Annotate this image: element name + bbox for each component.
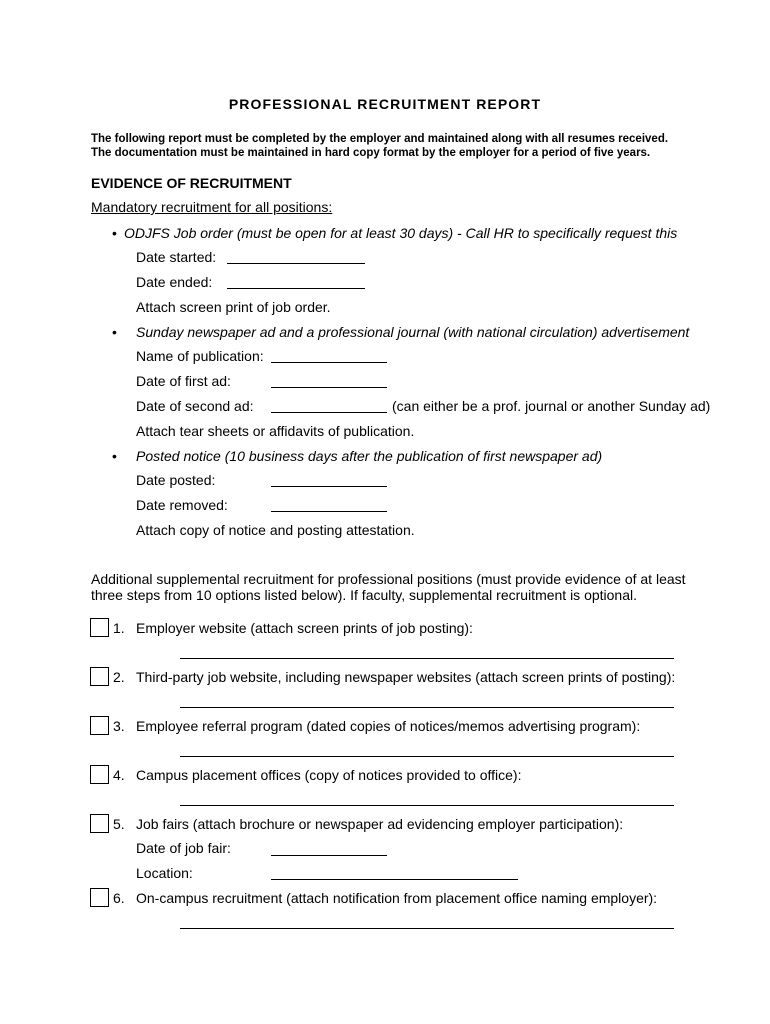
mandatory-item-odjfs: ODJFS Job order (must be open for at least 30 days) - Call HR to specifically request this: [124, 225, 678, 241]
mandatory-item-newspaper: Sunday newspaper ad and a professional journal (with national circulation) advertisement: [136, 324, 690, 340]
field-label-date-removed: Date removed:: [136, 497, 228, 513]
option-5-label: Job fairs (attach brochure or newspaper ad evidencing employer participation):: [136, 816, 624, 832]
option-2-checkbox[interactable]: [90, 667, 109, 686]
attach-note-posting: Attach copy of notice and posting attestation.: [136, 522, 415, 538]
field-label-first-ad: Date of first ad:: [136, 373, 231, 389]
option-4-blank[interactable]: [180, 805, 674, 806]
field-label-date-ended: Date ended:: [136, 274, 213, 290]
option-6-blank[interactable]: [180, 928, 674, 929]
attach-note-tear-sheets: Attach tear sheets or affidavits of publication.: [136, 423, 415, 439]
second-ad-note: (can either be a prof. journal or another Sunday ad): [392, 398, 711, 414]
second-ad-date-blank[interactable]: [271, 412, 387, 413]
mandatory-item-posted-notice: Posted notice (10 business days after the publication of first newspaper ad): [136, 448, 603, 464]
intro-line-1: The following report must be completed by the employer and maintained along with all resumes received.: [91, 133, 669, 145]
option-4-label: Campus placement offices (copy of notices provided to office):: [136, 767, 522, 783]
page-title: PROFESSIONAL RECRUITMENT REPORT: [228, 96, 542, 112]
option-3-label: Employee referral program (dated copies of notices/memos advertising program):: [136, 718, 641, 734]
option-number: 1.: [113, 620, 125, 636]
option-4-checkbox[interactable]: [90, 765, 109, 784]
date-ended-blank[interactable]: [227, 288, 365, 289]
field-label-second-ad: Date of second ad:: [136, 398, 254, 414]
job-fair-date-blank[interactable]: [271, 855, 387, 856]
field-label-date-posted: Date posted:: [136, 472, 216, 488]
bullet-icon: •: [112, 225, 117, 241]
option-5-checkbox[interactable]: [90, 814, 109, 833]
date-removed-blank[interactable]: [271, 511, 387, 512]
supplemental-intro-line-1: Additional supplemental recruitment for professional positions (must provide evidence of at least: [91, 571, 686, 587]
field-label-date-started: Date started:: [136, 249, 217, 265]
option-6-checkbox[interactable]: [90, 888, 109, 907]
option-1-blank[interactable]: [180, 658, 674, 659]
option-3-checkbox[interactable]: [90, 716, 109, 735]
mandatory-heading: Mandatory recruitment for all positions:: [91, 199, 333, 215]
option-6-label: On-campus recruitment (attach notification from placement office naming employer):: [136, 890, 658, 906]
option-number: 5.: [113, 816, 125, 832]
field-label-location: Location:: [136, 865, 193, 881]
intro-line-2: The documentation must be maintained in hard copy format by the employer for a period of five years.: [91, 147, 651, 159]
date-started-blank[interactable]: [227, 263, 365, 264]
option-number: 3.: [113, 718, 125, 734]
first-ad-date-blank[interactable]: [271, 387, 387, 388]
option-1-checkbox[interactable]: [90, 618, 109, 637]
bullet-icon: •: [112, 324, 117, 340]
option-1-label: Employer website (attach screen prints of job posting):: [136, 620, 473, 636]
option-2-label: Third-party job website, including newspaper websites (attach screen prints of posting):: [136, 669, 676, 685]
bullet-icon: •: [112, 448, 117, 464]
option-number: 6.: [113, 890, 125, 906]
option-2-blank[interactable]: [180, 707, 674, 708]
supplemental-intro-line-2: three steps from 10 options listed below). If faculty, supplemental recruitment is optional.: [91, 587, 638, 603]
field-label-name-of-publication: Name of publication:: [136, 348, 264, 364]
field-label-job-fair-date: Date of job fair:: [136, 840, 231, 856]
option-number: 4.: [113, 767, 125, 783]
option-3-blank[interactable]: [180, 756, 674, 757]
date-posted-blank[interactable]: [271, 486, 387, 487]
attach-note-job-order: Attach screen print of job order.: [136, 299, 331, 315]
option-number: 2.: [113, 669, 125, 685]
section-heading: EVIDENCE OF RECRUITMENT: [91, 175, 292, 191]
publication-name-blank[interactable]: [271, 362, 387, 363]
job-fair-location-blank[interactable]: [271, 879, 518, 880]
